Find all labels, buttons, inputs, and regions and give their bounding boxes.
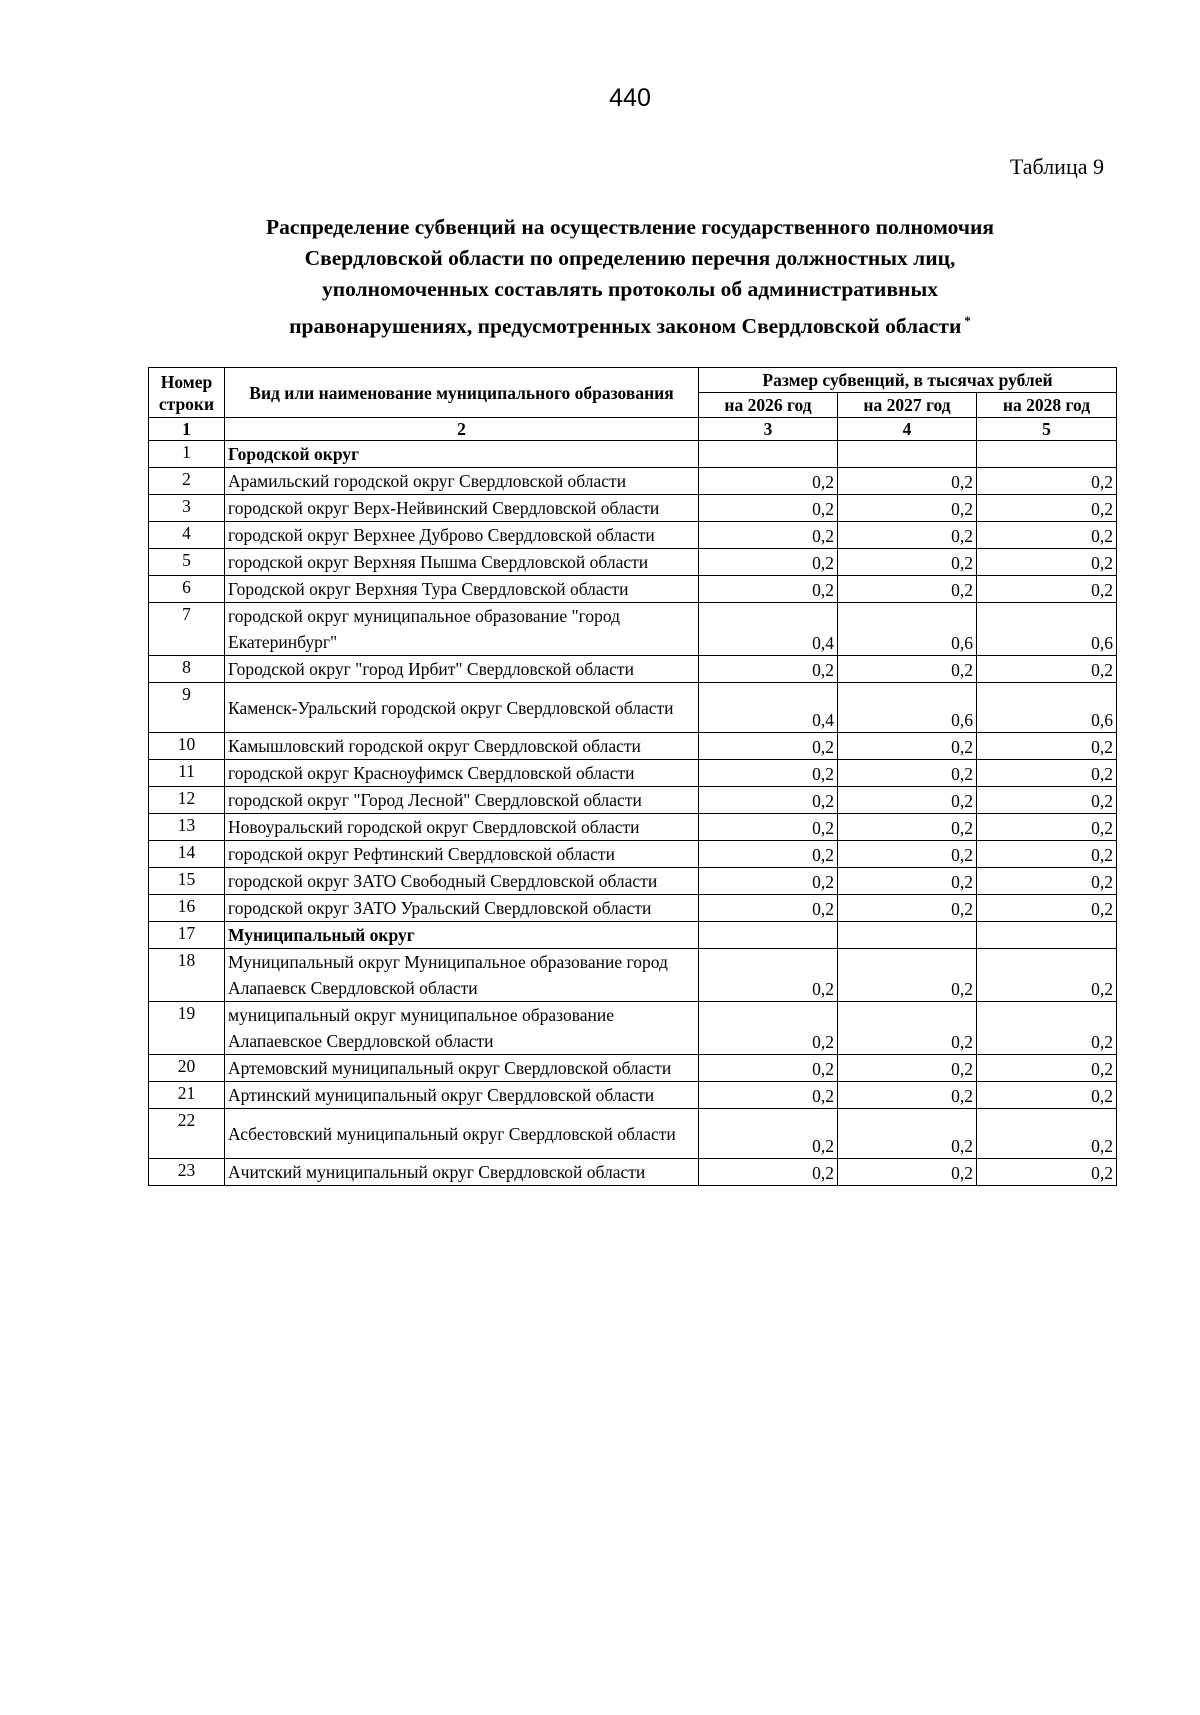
value-2027-cell: 0,6: [838, 603, 977, 656]
title-line: Распределение субвенций на осуществление государственного полномочия: [266, 215, 994, 239]
row-number-cell: 15: [149, 868, 225, 895]
municipality-name-cell: муниципальный округ муниципальное образование Алапаевское Свердловской области: [225, 1002, 699, 1055]
municipality-name-cell: Камышловский городской округ Свердловской области: [225, 733, 699, 760]
value-2028-cell: 0,2: [977, 495, 1117, 522]
row-number-cell: 3: [149, 495, 225, 522]
row-number-cell: 12: [149, 787, 225, 814]
table-row: [149, 760, 1117, 787]
value-2026-cell: 0,2: [699, 576, 838, 603]
value-2027-cell: 0,2: [838, 1002, 977, 1055]
row-number-cell: 1: [149, 441, 225, 468]
value-2026-cell: 0,2: [699, 868, 838, 895]
table-row: [149, 549, 1117, 576]
header-year-2027: на 2027 год: [838, 393, 977, 418]
row-number-cell: 18: [149, 949, 225, 1002]
value-2028-cell: 0,2: [977, 868, 1117, 895]
municipality-name-cell: Артемовский муниципальный округ Свердловской области: [225, 1055, 699, 1082]
value-2026-cell: [699, 922, 838, 949]
row-number-cell: 4: [149, 522, 225, 549]
header-row-number: Номер строки: [149, 368, 225, 418]
municipality-name-cell: городской округ Красноуфимск Свердловской области: [225, 760, 699, 787]
value-2028-cell: [977, 441, 1117, 468]
value-2028-cell: 0,2: [977, 522, 1117, 549]
table-row: [149, 733, 1117, 760]
header-amount-group: Размер субвенций, в тысячах рублей: [699, 368, 1117, 393]
municipality-name-cell: городской округ ЗАТО Свободный Свердловской области: [225, 868, 699, 895]
value-2027-cell: 0,2: [838, 576, 977, 603]
page-number: 440: [609, 84, 651, 112]
value-2026-cell: 0,2: [699, 495, 838, 522]
table-row: [149, 603, 1117, 656]
value-2026-cell: 0,2: [699, 1082, 838, 1109]
value-2027-cell: 0,2: [838, 1109, 977, 1159]
table-row: [149, 1159, 1117, 1186]
value-2027-cell: 0,2: [838, 1159, 977, 1186]
row-number-cell: 21: [149, 1082, 225, 1109]
header-name: Вид или наименование муниципального образования: [225, 368, 699, 418]
row-number-cell: 2: [149, 468, 225, 495]
row-number-cell: 11: [149, 760, 225, 787]
municipality-name-cell: Каменск-Уральский городской округ Свердловской области: [225, 683, 699, 733]
value-2028-cell: 0,2: [977, 949, 1117, 1002]
value-2028-cell: 0,2: [977, 841, 1117, 868]
value-2027-cell: 0,2: [838, 787, 977, 814]
value-2028-cell: 0,2: [977, 814, 1117, 841]
column-number: 5: [977, 418, 1117, 441]
value-2027-cell: 0,2: [838, 468, 977, 495]
row-number-cell: 16: [149, 895, 225, 922]
table-row: [149, 868, 1117, 895]
table-row: [149, 683, 1117, 733]
value-2026-cell: 0,2: [699, 814, 838, 841]
section-row: [149, 922, 1117, 949]
column-number: 4: [838, 418, 977, 441]
value-2027-cell: 0,2: [838, 895, 977, 922]
column-number: 2: [225, 418, 699, 441]
value-2026-cell: 0,2: [699, 949, 838, 1002]
table-body: [149, 418, 1117, 1186]
municipality-name-cell: Арамильский городской округ Свердловской области: [225, 468, 699, 495]
column-number: 3: [699, 418, 838, 441]
value-2028-cell: 0,2: [977, 576, 1117, 603]
value-2028-cell: 0,2: [977, 1159, 1117, 1186]
table-row: [149, 522, 1117, 549]
value-2028-cell: 0,2: [977, 895, 1117, 922]
municipality-name-cell: городской округ Рефтинский Свердловской области: [225, 841, 699, 868]
municipality-name-cell: Асбестовский муниципальный округ Свердловской области: [225, 1109, 699, 1159]
row-number-cell: 6: [149, 576, 225, 603]
value-2028-cell: 0,2: [977, 468, 1117, 495]
value-2027-cell: 0,2: [838, 841, 977, 868]
municipality-name-cell: городской округ ЗАТО Уральский Свердловской области: [225, 895, 699, 922]
value-2026-cell: 0,2: [699, 841, 838, 868]
value-2026-cell: 0,2: [699, 895, 838, 922]
municipality-name-cell: городской округ Верх-Нейвинский Свердловской области: [225, 495, 699, 522]
value-2026-cell: [699, 441, 838, 468]
value-2027-cell: 0,2: [838, 522, 977, 549]
value-2026-cell: 0,2: [699, 656, 838, 683]
municipality-name-cell: Ачитский муниципальный округ Свердловской области: [225, 1159, 699, 1186]
municipality-name-cell: Муниципальный округ Муниципальное образование город Алапаевск Свердловской области: [225, 949, 699, 1002]
title-line: [120, 305, 1140, 342]
value-2028-cell: 0,6: [977, 603, 1117, 656]
municipality-name-cell: Городской округ "город Ирбит" Свердловской области: [225, 656, 699, 683]
value-2026-cell: 0,4: [699, 683, 838, 733]
value-2027-cell: 0,2: [838, 495, 977, 522]
table-row: [149, 949, 1117, 1002]
table-row: [149, 841, 1117, 868]
table-row: [149, 1002, 1117, 1055]
section-row: [149, 441, 1117, 468]
value-2026-cell: 0,2: [699, 760, 838, 787]
value-2027-cell: 0,2: [838, 760, 977, 787]
value-2027-cell: 0,2: [838, 1082, 977, 1109]
value-2027-cell: [838, 922, 977, 949]
value-2027-cell: 0,2: [838, 949, 977, 1002]
value-2027-cell: 0,2: [838, 733, 977, 760]
value-2028-cell: 0,2: [977, 787, 1117, 814]
table-row: [149, 787, 1117, 814]
header-year-2028: на 2028 год: [977, 393, 1117, 418]
value-2027-cell: 0,2: [838, 868, 977, 895]
row-number-cell: 7: [149, 603, 225, 656]
value-2026-cell: 0,4: [699, 603, 838, 656]
row-number-cell: 9: [149, 683, 225, 733]
table-row: [149, 1082, 1117, 1109]
title-line-text: правонарушениях, предусмотренных законом Свердловской области: [289, 314, 962, 339]
value-2026-cell: 0,2: [699, 1159, 838, 1186]
value-2026-cell: 0,2: [699, 733, 838, 760]
municipality-name-cell: Городской округ Верхняя Тура Свердловской области: [225, 576, 699, 603]
value-2026-cell: 0,2: [699, 1002, 838, 1055]
table-row: [149, 468, 1117, 495]
municipality-name-cell: городской округ Верхнее Дуброво Свердловской области: [225, 522, 699, 549]
value-2028-cell: 0,2: [977, 1109, 1117, 1159]
column-number-row: [149, 418, 1117, 441]
row-number-cell: 19: [149, 1002, 225, 1055]
value-2026-cell: 0,2: [699, 549, 838, 576]
municipality-name-cell: Муниципальный округ: [225, 922, 699, 949]
row-number-cell: 13: [149, 814, 225, 841]
value-2027-cell: 0,2: [838, 1055, 977, 1082]
row-number-cell: 8: [149, 656, 225, 683]
value-2027-cell: 0,2: [838, 656, 977, 683]
value-2028-cell: 0,2: [977, 656, 1117, 683]
value-2028-cell: [977, 922, 1117, 949]
value-2028-cell: 0,2: [977, 733, 1117, 760]
document-title: [120, 212, 1140, 342]
row-number-cell: 10: [149, 733, 225, 760]
subvention-table: [148, 367, 1117, 1186]
value-2028-cell: 0,2: [977, 1082, 1117, 1109]
table-row: [149, 576, 1117, 603]
municipality-name-cell: Артинский муниципальный округ Свердловской области: [225, 1082, 699, 1109]
row-number-cell: 20: [149, 1055, 225, 1082]
value-2026-cell: 0,2: [699, 468, 838, 495]
municipality-name-cell: Новоуральский городской округ Свердловской области: [225, 814, 699, 841]
value-2028-cell: 0,2: [977, 549, 1117, 576]
municipality-name-cell: городской округ муниципальное образование "город Екатеринбург": [225, 603, 699, 656]
table-row: [149, 814, 1117, 841]
municipality-name-cell: городской округ "Город Лесной" Свердловской области: [225, 787, 699, 814]
table-row: [149, 895, 1117, 922]
value-2028-cell: 0,6: [977, 683, 1117, 733]
table-row: [149, 656, 1117, 683]
title-line: Свердловской области по определению перечня должностных лиц,: [304, 246, 956, 270]
value-2026-cell: 0,2: [699, 1055, 838, 1082]
table-row: [149, 1109, 1117, 1159]
value-2026-cell: 0,2: [699, 522, 838, 549]
value-2027-cell: 0,2: [838, 814, 977, 841]
value-2027-cell: 0,2: [838, 549, 977, 576]
value-2027-cell: [838, 441, 977, 468]
table-row: [149, 1055, 1117, 1082]
title-line: уполномоченных составлять протоколы об административных: [322, 277, 938, 301]
column-number: 1: [149, 418, 225, 441]
row-number-cell: 5: [149, 549, 225, 576]
table-label: Таблица 9: [1009, 154, 1104, 179]
municipality-name-cell: городской округ Верхняя Пышма Свердловской области: [225, 549, 699, 576]
municipality-name-cell: Городской округ: [225, 441, 699, 468]
row-number-cell: 23: [149, 1159, 225, 1186]
row-number-cell: 22: [149, 1109, 225, 1159]
value-2026-cell: 0,2: [699, 1109, 838, 1159]
value-2028-cell: 0,2: [977, 760, 1117, 787]
value-2026-cell: 0,2: [699, 787, 838, 814]
value-2028-cell: 0,2: [977, 1002, 1117, 1055]
value-2028-cell: 0,2: [977, 1055, 1117, 1082]
header-year-2026: на 2026 год: [699, 393, 838, 418]
row-number-cell: 17: [149, 922, 225, 949]
value-2027-cell: 0,6: [838, 683, 977, 733]
row-number-cell: 14: [149, 841, 225, 868]
footnote-mark: *: [964, 313, 971, 328]
table-row: [149, 495, 1117, 522]
